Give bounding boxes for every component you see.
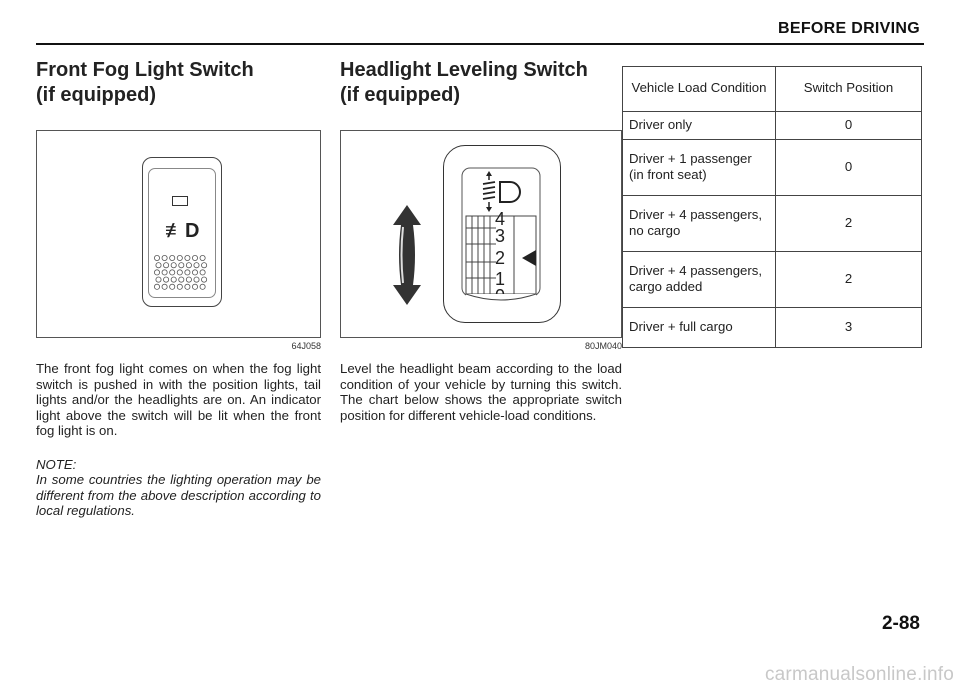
fog-note-text: In some countries the lighting operation may be different from the above description according to local regulations. xyxy=(36,472,321,518)
row-condition: Driver + 1 passenger (in front seat) xyxy=(623,140,776,196)
fog-switch-figure xyxy=(36,130,321,338)
header-title: BEFORE DRIVING xyxy=(778,20,920,37)
fog-section-title xyxy=(36,58,321,108)
row-position: 3 xyxy=(776,308,922,348)
fog-title-line1: Front Fog Light Switch xyxy=(36,59,254,81)
row-condition: Driver + full cargo xyxy=(623,308,776,348)
leveling-switch-figure xyxy=(340,130,622,338)
row-condition: Driver only xyxy=(623,112,776,140)
fog-title-line2: (if equipped) xyxy=(36,84,156,106)
table-row xyxy=(623,252,922,308)
table-row xyxy=(623,196,922,252)
row-position: 2 xyxy=(776,252,922,308)
row-condition: Driver + 4 passengers, no cargo xyxy=(623,196,776,252)
header-rule xyxy=(36,43,924,45)
fog-figure-code: 64J058 xyxy=(291,341,321,351)
header-vehicle-load: Vehicle Load Condition xyxy=(623,67,776,112)
row-position: 2 xyxy=(776,196,922,252)
header-switch-position: Switch Position xyxy=(776,67,922,112)
rotate-double-arrow-icon xyxy=(389,203,425,307)
fog-body-text: The front fog light comes on when the fog light switch is pushed in with the position lights, tail lights and/or the headlights are on. An indicator light above the switch will be lit when the front fog light is on. xyxy=(36,361,321,438)
leveling-section xyxy=(340,58,622,423)
fog-indicator-lamp xyxy=(172,196,188,206)
row-position: 0 xyxy=(776,112,922,140)
leveling-figure-code: 80JM040 xyxy=(584,341,622,351)
table-row xyxy=(623,140,922,196)
leveling-title-line1: Headlight Leveling Switch xyxy=(340,59,588,81)
table-row xyxy=(623,308,922,348)
fog-section xyxy=(36,58,321,519)
leveling-dial-art xyxy=(444,146,559,321)
page-number: 2-88 xyxy=(881,613,920,634)
table-row xyxy=(623,112,922,140)
fog-light-icon: ≢D xyxy=(165,220,200,242)
load-table-section xyxy=(622,66,922,348)
leveling-body-text: Level the headlight beam according to the load condition of your vehicle by turning this switch. The chart below shows the appropriate switch position for different vehicle-load conditions. xyxy=(340,361,622,423)
fog-note-label: NOTE: xyxy=(36,456,77,472)
row-position: 0 xyxy=(776,140,922,196)
dial-number-4: 4 xyxy=(494,209,506,229)
fog-switch-grille xyxy=(152,254,208,292)
dial-number-1: 1 xyxy=(494,269,506,289)
fog-switch-button xyxy=(142,157,222,307)
dial-number-2: 2 xyxy=(494,248,506,268)
dial-number-3: 3 xyxy=(494,226,506,246)
row-condition: Driver + 4 passengers, cargo added xyxy=(623,252,776,308)
leveling-switch-housing xyxy=(443,145,561,323)
watermark: carmanualsonline.info xyxy=(764,664,954,685)
leveling-title-line2: (if equipped) xyxy=(340,84,460,106)
headlight-leveling-icon xyxy=(483,171,520,212)
leveling-section-title xyxy=(340,58,622,108)
table-header-row xyxy=(623,67,922,112)
load-condition-table xyxy=(622,66,922,348)
